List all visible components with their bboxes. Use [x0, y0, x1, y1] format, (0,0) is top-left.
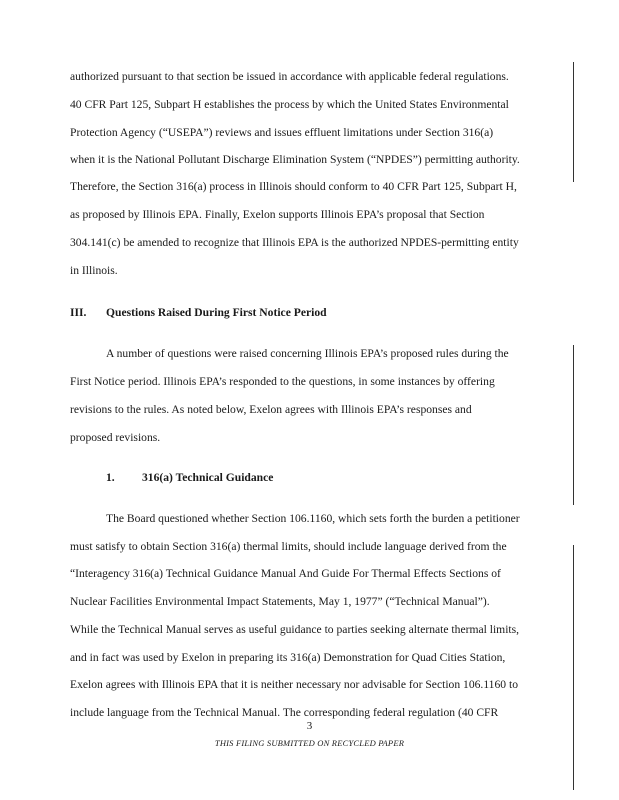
paragraph-1-line-7: 304.141(c) be amended to recognize that Illinois EPA is the authorized NPDES-permitting entity — [70, 236, 519, 249]
paragraph-2-line-3: revisions to the rules. As noted below, Exelon agrees with Illinois EPA’s responses and — [70, 403, 472, 416]
paragraph-3-line-5: While the Technical Manual serves as useful guidance to parties seeking alternate thermal limits, — [70, 623, 520, 636]
paragraph-3-line-2: must satisfy to obtain Section 316(a) thermal limits, should include language derived from the — [70, 540, 507, 553]
paragraph-3-line-3: “Interagency 316(a) Technical Guidance Manual And Guide For Thermal Effects Sections of — [70, 567, 501, 580]
paragraph-1-line-2: 40 CFR Part 125, Subpart H establishes the process by which the United States Environmental — [70, 98, 509, 111]
paragraph-2-line-2: First Notice period. Illinois EPA’s responded to the questions, in some instances by offering — [70, 375, 495, 388]
page-number: 3 — [306, 720, 313, 732]
recycled-paper-note: THIS FILING SUBMITTED ON RECYCLED PAPER — [214, 738, 405, 748]
paragraph-3-line-8: include language from the Technical Manual. The corresponding federal regulation (40 CFR — [70, 706, 499, 719]
paragraph-3-line-6: and in fact was used by Exelon in preparing its 316(a) Demonstration for Quad Cities Station, — [70, 651, 506, 664]
paragraph-1-line-6: as proposed by Illinois EPA. Finally, Exelon supports Illinois EPA’s proposal that Section — [70, 208, 485, 221]
paragraph-1-line-5: Therefore, the Section 316(a) process in Illinois should conform to 40 CFR Part 125, Subpart H, — [70, 180, 517, 193]
paragraph-2-line-4: proposed revisions. — [70, 431, 161, 444]
section-title: Questions Raised During First Notice Period — [106, 306, 327, 319]
section-number: III. — [70, 306, 87, 319]
change-bar-middle — [573, 345, 574, 505]
change-bar-top — [573, 62, 574, 182]
paragraph-1-line-4: when it is the National Pollutant Discharge Elimination System (“NPDES”) permitting authority. — [70, 153, 520, 166]
subsection-number: 1. — [106, 471, 115, 484]
paragraph-1-line-8: in Illinois. — [70, 264, 118, 277]
change-bar-bottom — [573, 545, 574, 790]
subsection-title: 316(a) Technical Guidance — [142, 471, 274, 484]
paragraph-1-line-3: Protection Agency (“USEPA”) reviews and issues effluent limitations under Section 316(a) — [70, 126, 494, 139]
paragraph-3-line-4: Nuclear Facilities Environmental Impact Statements, May 1, 1977” (“Technical Manual”). — [70, 595, 490, 608]
paragraph-1-line-1: authorized pursuant to that section be issued in accordance with applicable federal regulations. — [70, 70, 509, 83]
paragraph-2-line-1: A number of questions were raised concerning Illinois EPA’s proposed rules during the — [106, 347, 509, 360]
paragraph-3-line-7: Exelon agrees with Illinois EPA that it is neither necessary nor advisable for Section 106.1160 to — [70, 678, 518, 691]
paragraph-3-line-1: The Board questioned whether Section 106.1160, which sets forth the burden a petitioner — [106, 512, 520, 525]
